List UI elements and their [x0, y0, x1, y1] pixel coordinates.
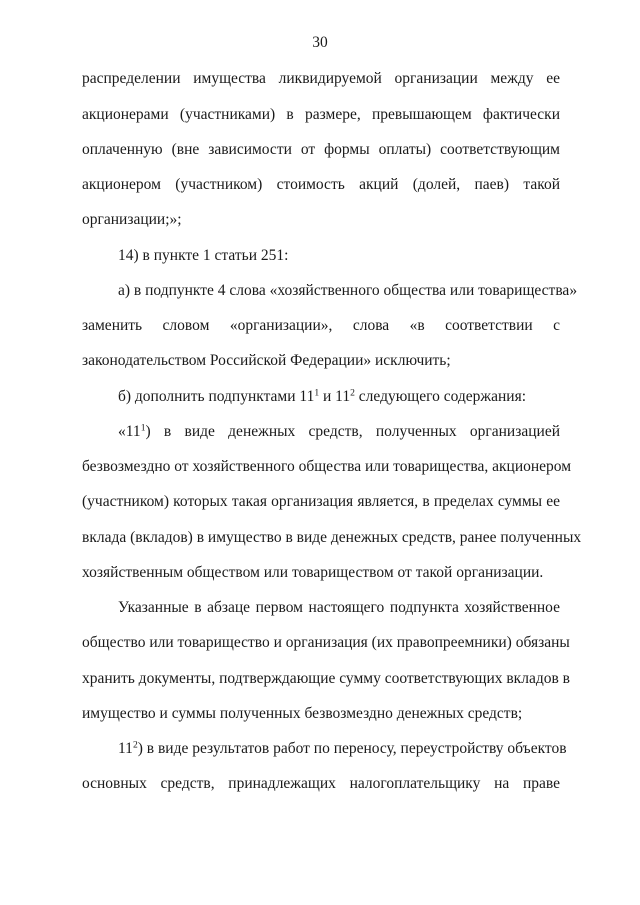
text-line: Указанные в абзаце первом настоящего подпункта хозяйственное: [118, 599, 560, 616]
text-fragment: «11: [118, 423, 141, 440]
text-line: организации;»;: [82, 211, 182, 228]
text-line: акционерами (участниками) в размере, превышающем фактически: [82, 106, 560, 123]
text-fragment: б) дополнить подпунктами 11: [118, 388, 315, 405]
superscript: 2: [132, 739, 138, 751]
text-line: (участником) которых такая организация является, в пределах суммы ее: [82, 493, 560, 510]
text-line: имущество и суммы полученных безвозмездно денежных средств;: [82, 705, 523, 722]
text-line: [118, 422, 560, 442]
text-line: основных средств, принадлежащих налогоплательщику на праве: [82, 775, 560, 792]
text-line: общество или товарищество и организация (их правопреемники) обязаны: [82, 634, 570, 651]
text-line: а) в подпункте 4 слова «хозяйственного общества или товарищества»: [118, 282, 578, 299]
text-line: 14) в пункте 1 статьи 251:: [118, 247, 289, 264]
text-line: хозяйственным обществом или товариществом от такой организации.: [82, 564, 544, 581]
text-fragment: 11: [118, 740, 133, 757]
text-line: законодательством Российской Федерации» исключить;: [82, 352, 451, 369]
page-number: 30: [312, 34, 328, 51]
text-line: [118, 739, 567, 759]
text-line: распределении имущества ликвидируемой организации между ее: [82, 70, 560, 87]
text-fragment: ) в виде результатов работ по переносу, переустройству объектов: [137, 740, 567, 757]
superscript: 2: [350, 387, 355, 399]
text-line: заменить словом «организации», слова «в соответствии с: [82, 317, 560, 334]
text-line: оплаченную (вне зависимости от формы оплаты) соответствующим: [82, 141, 560, 158]
text-fragment: следующего содержания:: [354, 388, 527, 405]
text-fragment: и 11: [319, 388, 351, 405]
superscript: 1: [314, 387, 320, 399]
text-line: акционером (участником) стоимость акций (долей, паев) такой: [82, 176, 560, 193]
text-fragment: ) в виде денежных средств, полученных организацией: [145, 423, 560, 440]
text-line: вклада (вкладов) в имущество в виде денежных средств, ранее полученных: [82, 529, 582, 546]
text-line: хранить документы, подтверждающие сумму соответствующих вкладов в: [82, 670, 570, 687]
superscript: 1: [140, 422, 146, 434]
text-line: безвозмездно от хозяйственного общества или товарищества, акционером: [82, 458, 572, 475]
text-line: [118, 387, 560, 407]
